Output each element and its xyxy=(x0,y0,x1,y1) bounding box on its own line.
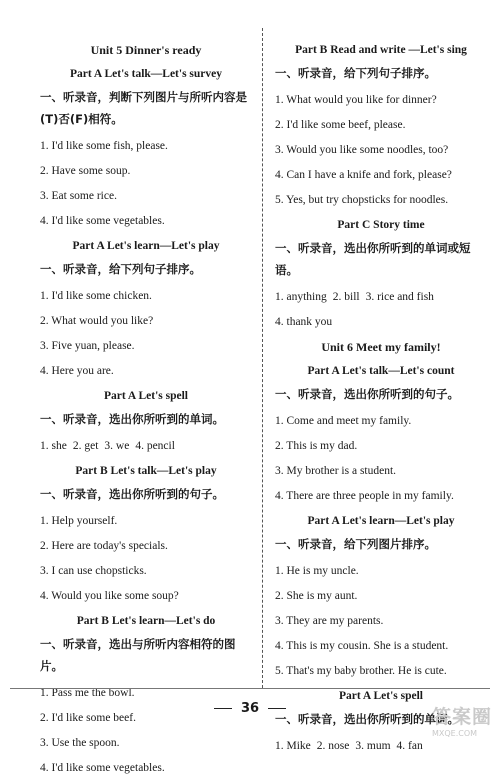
exercise-option: 2. get xyxy=(72,440,99,452)
footer-dash-left xyxy=(214,708,232,709)
exercise-option: 1. she xyxy=(40,440,67,452)
exercise-item: 1. Pass me the bowl. xyxy=(40,687,135,699)
section-heading: Part A Let's spell xyxy=(338,690,423,702)
watermark-mark: 答案圈 xyxy=(432,706,493,728)
exercise-item: 3. Would you like some noodles, too? xyxy=(275,144,449,156)
exercise-item: 4. This is my cousin. She is a student. xyxy=(275,640,449,652)
exercise-item: 5. That's my baby brother. He is cute. xyxy=(275,665,447,677)
instruction-text: 一、听录音，给下列图片排序。 xyxy=(275,537,436,551)
exercise-item: 1. I'd like some chicken. xyxy=(40,290,152,302)
exercise-option: 3. we xyxy=(104,440,130,452)
instruction-text: 一、听录音，给下列句子排序。 xyxy=(40,262,201,276)
exercise-option: 1. anything xyxy=(275,291,327,303)
exercise-item: 4. Here you are. xyxy=(40,365,114,377)
exercise-item: 1. What would you like for dinner? xyxy=(275,94,437,106)
exercise-item: 4. I'd like some vegetables. xyxy=(40,215,165,227)
exercise-item: 5. Yes, but try chopsticks for noodles. xyxy=(275,194,449,206)
exercise-option: 4. fan xyxy=(396,740,423,752)
section-heading: Part A Let's learn—Let's play xyxy=(72,240,220,252)
exercise-item: 3. My brother is a student. xyxy=(275,465,397,477)
exercise-option: 3. rice and fish xyxy=(365,291,434,303)
page-footer xyxy=(0,701,500,716)
instruction-text: 一、听录音，选出你所听到的单词。 xyxy=(40,412,224,426)
column-divider xyxy=(262,28,263,688)
exercise-item: 1. Come and meet my family. xyxy=(275,415,412,427)
exercise-option: 2. nose xyxy=(316,740,350,752)
exercise-item: 2. Here are today's specials. xyxy=(40,540,168,552)
exercise-option: 4. pencil xyxy=(135,440,175,452)
instruction-text: 一、听录音，选出你所听到的单词。 xyxy=(275,712,459,726)
instruction-text: 一、听录音，选出你所听到的单词或短语。 xyxy=(275,241,471,277)
section-heading: Part C Story time xyxy=(337,219,425,231)
exercise-item: 2. She is my aunt. xyxy=(275,590,358,602)
exercise-item: 1. I'd like some fish, please. xyxy=(40,140,168,152)
exercise-option: 1. Mike xyxy=(275,740,311,752)
instruction-text: 一、听录音，判断下列图片与所听内容是(T)否(F)相符。 xyxy=(40,90,247,126)
section-heading: Part B Let's learn—Let's do xyxy=(76,615,216,627)
page-number: 36 xyxy=(240,701,260,716)
exercise-item: 2. I'd like some beef. xyxy=(40,712,136,724)
exercise-item: 4. There are three people in my family. xyxy=(275,490,454,502)
exercise-item: 3. Five yuan, please. xyxy=(40,340,135,352)
exercise-item: 2. I'd like some beef, please. xyxy=(275,119,406,131)
instruction-text: 一、听录音，选出与所听内容相符的图片。 xyxy=(40,637,236,673)
left-column xyxy=(40,38,252,781)
exercise-option: 3. mum xyxy=(355,740,391,752)
section-heading: Part A Let's talk—Let's count xyxy=(307,365,455,377)
instruction-text: 一、听录音，选出你所听到的句子。 xyxy=(40,487,224,501)
exercise-item: 4. thank you xyxy=(275,316,333,328)
exercise-item: 4. Would you like some soup? xyxy=(40,590,179,602)
exercise-item: 4. Can I have a knife and fork, please? xyxy=(275,169,452,181)
section-heading: Unit 6 Meet my family! xyxy=(321,340,441,354)
instruction-text: 一、听录音，选出你所听到的句子。 xyxy=(275,387,459,401)
watermark-url: MXQE.COM xyxy=(432,729,478,738)
section-heading: Part A Let's learn—Let's play xyxy=(307,515,455,527)
exercise-item: 3. Eat some rice. xyxy=(40,190,117,202)
exercise-item-row xyxy=(40,434,252,459)
exercise-item: 4. I'd like some vegetables. xyxy=(40,762,165,774)
section-heading: Unit 5 Dinner's ready xyxy=(90,43,202,57)
exercise-item: 3. I can use chopsticks. xyxy=(40,565,147,577)
exercise-item: 3. Use the spoon. xyxy=(40,737,120,749)
exercise-item-row xyxy=(275,285,487,310)
exercise-item: 2. Have some soup. xyxy=(40,165,131,177)
right-column xyxy=(275,38,487,759)
exercise-item: 3. They are my parents. xyxy=(275,615,384,627)
exercise-option: 2. bill xyxy=(332,291,360,303)
section-heading: Part B Let's talk—Let's play xyxy=(75,465,217,477)
exercise-item: 2. This is my dad. xyxy=(275,440,358,452)
instruction-text: 一、听录音，给下列句子排序。 xyxy=(275,66,436,80)
section-heading: Part B Read and write —Let's sing xyxy=(295,44,467,56)
exercise-item: 1. Help yourself. xyxy=(40,515,118,527)
footer-dash-right xyxy=(268,708,286,709)
footer-rule xyxy=(10,688,490,689)
exercise-item: 1. He is my uncle. xyxy=(275,565,359,577)
section-heading: Part A Let's talk—Let's survey xyxy=(69,68,223,80)
exercise-item: 2. What would you like? xyxy=(40,315,154,327)
section-heading: Part A Let's spell xyxy=(103,390,188,402)
watermark-logo xyxy=(432,705,494,747)
